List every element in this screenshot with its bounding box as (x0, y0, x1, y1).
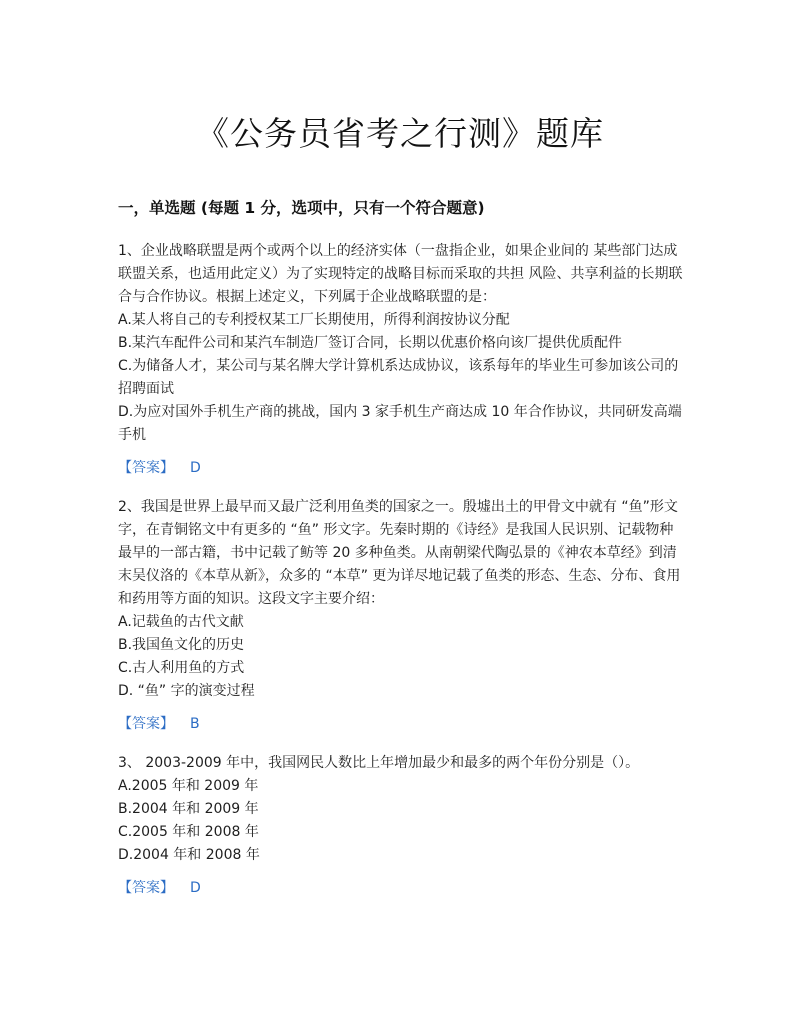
answer-label: 【答案】 (118, 460, 174, 476)
answer-value: B (190, 716, 200, 732)
question-3 (118, 752, 684, 900)
option-b: B.我国鱼文化的历史 (118, 637, 245, 653)
answer-label: 【答案】 (118, 880, 174, 896)
answer-line (118, 457, 684, 480)
option-a: A.记载鱼的古代文献 (118, 614, 244, 630)
option-d: D. “鱼” 字的演变过程 (118, 683, 255, 699)
answer-value: D (190, 880, 201, 896)
answer-value: D (190, 460, 201, 476)
question-1 (118, 240, 684, 480)
option-a: A.某人将自己的专利授权某工厂长期使用，所得利润按协议分配 (118, 312, 510, 328)
option-c: C.为储备人才，某公司与某名牌大学计算机系达成协议，该系每年的毕业生可参加该公司的招聘面试 (118, 358, 679, 397)
option-d: D.2004 年和 2008 年 (118, 847, 260, 863)
question-2 (118, 496, 684, 736)
answer-label: 【答案】 (118, 716, 174, 732)
question-text: 1、企业战略联盟是两个或两个以上的经济实体（一盘指企业，如果企业间的 某些部门达成联盟关系，也适用此定义）为了实现特定的战略目标而采取的共担 风险、共享利益的长期联合与合作协议。根据上述定义，下列属于企业战略联盟的是： (118, 243, 683, 305)
section-heading: 一，单选题 (每题 1 分，选项中，只有一个符合题意) (118, 199, 485, 217)
question-text: 3、 2003-2009 年中，我国网民人数比上年增加最少和最多的两个年份分别是（）。 (118, 755, 640, 771)
option-b: B.某汽车配件公司和某汽车制造厂签订合同，长期以优惠价格向该厂提供优质配件 (118, 335, 623, 351)
answer-line (118, 713, 684, 736)
option-c: C.2005 年和 2008 年 (118, 824, 259, 840)
option-d: D.为应对国外手机生产商的挑战，国内 3 家手机生产商达成 10 年合作协议，共同研发高端手机 (118, 404, 682, 443)
option-c: C.古人利用鱼的方式 (118, 660, 245, 676)
option-b: B.2004 年和 2009 年 (118, 801, 259, 817)
question-list (118, 240, 684, 916)
option-a: A.2005 年和 2009 年 (118, 778, 259, 794)
document-title: 《公务员省考之行测》题库 (196, 114, 604, 153)
question-text: 2、我国是世界上最早而又最广泛利用鱼类的国家之一。殷墟出土的甲骨文中就有 “鱼”形文字，在青铜铭文中有更多的 “鱼” 形文字。先秦时期的《诗经》是我国人民识别、记载物种最早的一部古籍，书中记载了鲂等 20 多种鱼类。从南朝梁代陶弘景的《神农本草经》到清末吴仪洛的《本草从新》，众多的 “本草” 更为详尽地记载了鱼类的形态、生态、分布、食用和药用等方面的知识。这段文字主要介绍： (118, 499, 681, 607)
answer-line (118, 877, 684, 900)
